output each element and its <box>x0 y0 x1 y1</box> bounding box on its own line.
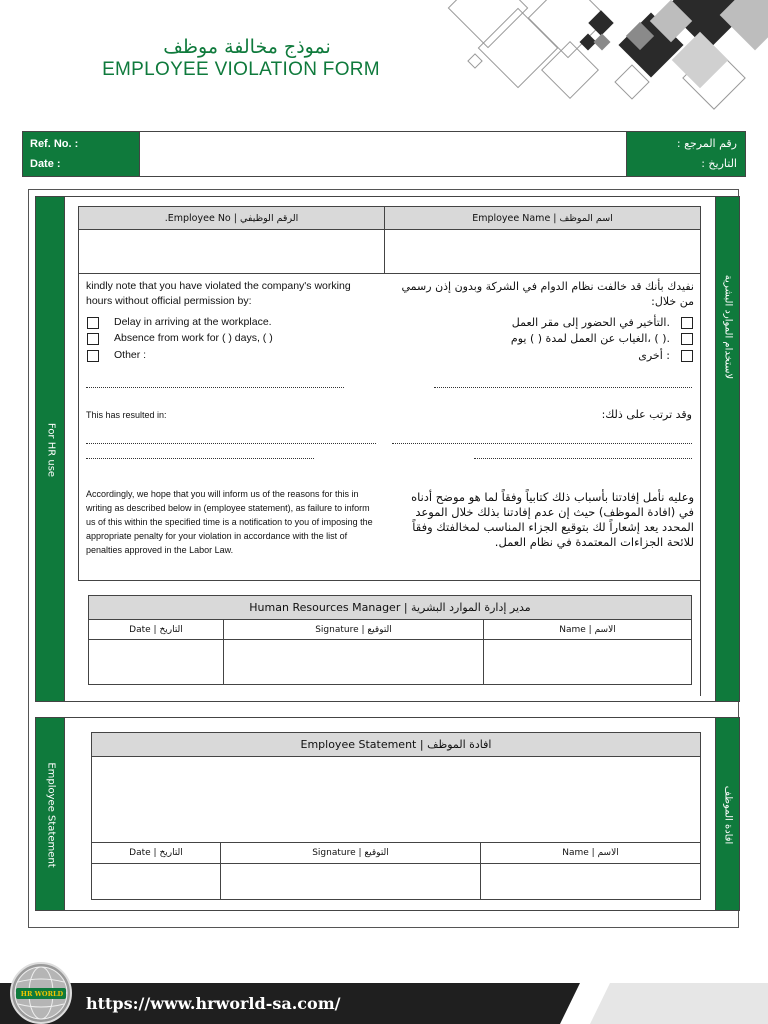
other-option-label-ar: : أخرى <box>638 349 670 362</box>
result-dotted-line-1[interactable] <box>86 443 376 444</box>
violation-intro-ar: نفيدك بأنك قد خالفت نظام الدوام في الشركة وبدون إذن رسمي من خلال: <box>401 280 694 308</box>
reference-labels-en <box>23 132 139 176</box>
hr-world-logo <box>10 962 72 1024</box>
employee-name-header-label: Employee Name | اسم الموظف <box>472 212 613 224</box>
website-url-link[interactable]: https://www.hrworld-sa.com/ <box>86 994 341 1013</box>
hr-date-header-label: Date | التاريخ <box>129 624 183 635</box>
other-checkbox-ar[interactable] <box>681 350 693 362</box>
emp-signature-header-label: Signature | التوقيع <box>312 848 389 858</box>
result-dotted-line-ar-2[interactable] <box>474 458 692 459</box>
footer-grey-band <box>590 983 768 1024</box>
employee-name-field[interactable] <box>384 229 701 274</box>
delay-checkbox-ar[interactable] <box>681 317 693 329</box>
emp-date-header-label: Date | التاريخ <box>129 848 183 858</box>
hr-date-header <box>88 619 224 640</box>
hr-signature-header <box>223 619 484 640</box>
absence-option-label-ar: .( ) ،الغياب عن العمل لمدة ( ) يوم <box>510 332 670 345</box>
other-dotted-line[interactable] <box>86 387 344 388</box>
employee-statement-title-label: Employee Statement | افادة الموظف <box>300 738 492 751</box>
absence-checkbox[interactable] <box>87 333 99 345</box>
hr-name-header-label: Name | الاسم <box>559 624 616 635</box>
for-hr-use-label-ar: لاستخدام الموارد البشرية <box>722 274 734 380</box>
accordingly-paragraph-ar: وعليه نأمل إفادتنا بأسباب ذلك كتابياً وفقاً لما هو موضح أدناه في (افادة الموظف) حيث إن عدم إفادتنا بذلك خلال الموعد المحدد يعد إشعاراً لك بتوقيع الجزاء المناسب لمخالفتك وفقاً للائحة الجزاءات المعتمدة في نظام العمل. <box>411 490 694 549</box>
violation-intro-en: kindly note that you have violated the company's working hours without official permission by: <box>86 280 351 307</box>
reference-date-bar <box>22 131 746 177</box>
employee-statement-text-area[interactable] <box>91 756 701 843</box>
reference-labels-ar <box>627 132 745 176</box>
hr-manager-title-label: Human Resources Manager | مدير إدارة الموارد البشرية <box>249 601 531 614</box>
ref-no-label-ar: رقم المرجع : <box>676 137 737 150</box>
date-label: Date : <box>30 158 61 170</box>
employee-statement-label: Employee Statement <box>45 762 57 868</box>
employee-statement-side-strip-ar <box>715 717 740 911</box>
accordingly-paragraph-en: Accordingly, we hope that you will inform us of the reasons for this in writing as described below in (employee statement), as failure to inform us of this within the specified time is a notification to you of imposing the appropriate penalty for your violation in accordance with the list of penalties approved in the Labor Law. <box>86 489 373 555</box>
ref-no-label: Ref. No. : <box>30 138 79 150</box>
for-hr-use-label: For HR use <box>45 422 57 478</box>
date-label-ar: التاريخ : <box>701 157 737 170</box>
hr-use-side-strip-ar <box>715 196 740 702</box>
hr-name-field[interactable] <box>483 639 692 685</box>
employee-statement-side-strip <box>35 717 65 911</box>
employee-no-field[interactable] <box>78 229 385 274</box>
employee-no-header <box>78 206 385 230</box>
hr-date-field[interactable] <box>88 639 224 685</box>
result-label-ar: وقد ترتب على ذلك: <box>601 408 692 421</box>
other-option-label: Other : <box>114 349 147 361</box>
hr-signature-header-label: Signature | التوقيع <box>315 624 392 635</box>
absence-option-label: Absence from work for ( ) days, ( ) <box>114 332 273 344</box>
employee-statement-label-ar: افادة الموظف <box>722 785 734 845</box>
result-label-en: This has resulted in: <box>86 410 167 420</box>
emp-date-header <box>91 842 221 864</box>
other-dotted-line-ar[interactable] <box>434 387 692 388</box>
hr-use-side-strip <box>35 196 65 702</box>
hr-section-inner-line <box>700 581 701 696</box>
notice-left-border <box>78 274 79 581</box>
delay-checkbox[interactable] <box>87 317 99 329</box>
hr-manager-title <box>88 595 692 620</box>
absence-checkbox-ar[interactable] <box>681 333 693 345</box>
decorative-diamond-pattern <box>430 0 768 120</box>
employee-name-header <box>384 206 701 230</box>
employee-no-header-label: .Employee No | الرقم الوظيفي <box>164 212 299 224</box>
notice-bottom-border <box>78 580 701 581</box>
ref-date-input-area[interactable] <box>139 132 627 176</box>
delay-option-label: Delay in arriving at the workplace. <box>114 316 272 328</box>
delay-option-label-ar: .التأخير في الحضور إلى مقر العمل <box>511 316 670 329</box>
logo-text: HR WORLD <box>20 990 64 998</box>
emp-date-field[interactable] <box>91 863 221 900</box>
emp-signature-field[interactable] <box>220 863 481 900</box>
other-checkbox[interactable] <box>87 350 99 362</box>
form-title-arabic: نموذج مخالفة موظف <box>163 36 331 58</box>
notice-right-border <box>700 274 701 581</box>
hr-signature-field[interactable] <box>223 639 484 685</box>
employee-statement-title <box>91 732 701 757</box>
emp-name-field[interactable] <box>480 863 701 900</box>
emp-name-header-label: Name | الاسم <box>562 848 619 858</box>
hr-name-header <box>483 619 692 640</box>
emp-signature-header <box>220 842 481 864</box>
result-dotted-line-2[interactable] <box>86 458 314 459</box>
emp-name-header <box>480 842 701 864</box>
result-dotted-line-ar-1[interactable] <box>392 443 692 444</box>
form-title-english: EMPLOYEE VIOLATION FORM <box>102 59 380 80</box>
